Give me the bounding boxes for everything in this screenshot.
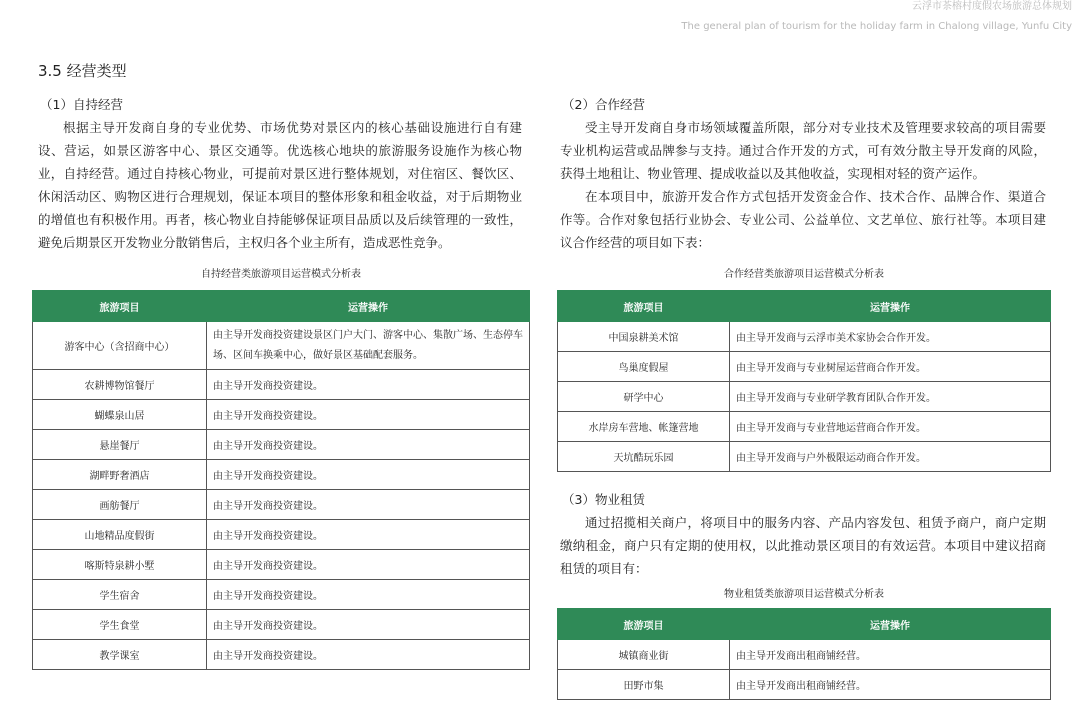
project-name: 鸟巢度假屋 [558,352,730,382]
operation-text: 由主导开发商与云浮市美术家协会合作开发。 [730,322,1051,352]
cooperative-table [557,290,1051,472]
project-name: 学生宿舍 [33,580,207,610]
header-title-cn: 云浮市茶榕村度假农场旅游总体规划 [912,1,1072,12]
operation-text: 由主导开发商投资建设。 [207,400,530,430]
operation-text: 由主导开发商与户外极限运动商合作开发。 [730,442,1051,472]
table-header-project: 旅游项目 [558,609,730,640]
operation-text: 由主导开发商与专业营地运营商合作开发。 [730,412,1051,442]
project-name: 农耕博物馆餐厅 [33,370,207,400]
operation-text: 由主导开发商投资建设。 [207,640,530,670]
operation-text: 由主导开发商出租商铺经营。 [730,640,1051,670]
project-name: 山地精品度假街 [33,520,207,550]
operation-text: 由主导开发商投资建设。 [207,430,530,460]
table-row [558,382,1051,412]
operation-text: 由主导开发商投资建设景区门户大门、游客中心、集散广场、生态停车场、区间车换乘中心，做好景区基础配套服务。 [207,322,530,370]
header-title-en: The general plan of tourism for the holiday farm in Chalong village, Yunfu City [681,21,1072,32]
self-operated-table [32,290,530,670]
table-row [33,430,530,460]
operation-text: 由主导开发商投资建设。 [207,520,530,550]
cooperative-table-caption: 合作经营类旅游项目运营模式分析表 [724,269,884,280]
section-title: 3.5 经营类型 [38,62,127,80]
table-row [33,520,530,550]
project-name: 湖畔野奢酒店 [33,460,207,490]
table-row [558,442,1051,472]
project-name: 城镇商业街 [558,640,730,670]
leasing-table [557,608,1051,700]
self-operated-table-caption: 自持经营类旅游项目运营模式分析表 [201,269,361,280]
cooperative-paragraph-1: 受主导开发商自身市场领域覆盖所限，部分对专业技术及管理要求较高的项目需要专业机构运营或品牌参与支持。通过合作开发的方式，可有效分散主导开发商的风险，获得土地租让、物业管理、提成收益以及其他收益，实现相对轻的资产运作。 [560,120,1046,181]
table-row [33,322,530,370]
operation-text: 由主导开发商投资建设。 [207,550,530,580]
table-row [33,460,530,490]
table-row [33,370,530,400]
operation-text: 由主导开发商投资建设。 [207,460,530,490]
project-name: 游客中心（含招商中心） [33,322,207,370]
leasing-table-caption: 物业租赁类旅游项目运营模式分析表 [724,589,884,600]
operation-text: 由主导开发商投资建设。 [207,490,530,520]
table-row [33,580,530,610]
table-row [558,640,1051,670]
operation-text: 由主导开发商出租商铺经营。 [730,670,1051,700]
table-row [33,640,530,670]
project-name: 研学中心 [558,382,730,412]
cooperative-paragraph-2: 在本项目中，旅游开发合作方式包括开发资金合作、技术合作、品牌合作、渠道合作等。合作对象包括行业协会、专业公司、公益单位、文艺单位、旅行社等。本项目建议合作经营的项目如下表： [560,189,1046,250]
project-name: 教学课室 [33,640,207,670]
project-name: 喀斯特泉耕小墅 [33,550,207,580]
table-header-project: 旅游项目 [558,291,730,322]
project-name: 中国泉耕美术馆 [558,322,730,352]
table-header-project: 旅游项目 [33,291,207,322]
project-name: 学生食堂 [33,610,207,640]
table-row [558,322,1051,352]
project-name: 蝴蝶泉山居 [33,400,207,430]
cooperative-heading: （2）合作经营 [562,97,645,112]
project-name: 画舫餐厅 [33,490,207,520]
self-operated-heading: （1）自持经营 [40,97,123,112]
self-operated-paragraph: 根据主导开发商自身的专业优势、市场优势对景区内的核心基础设施进行自有建设、营运，如景区游客中心、景区交通等。优选核心地块的旅游服务设施作为核心物业，自持经营。通过自持核心物业，可提前对景区进行整体规划，对住宿区、餐饮区、休闲活动区、购物区进行合理规划，保证本项目的整体形象和租金收益，对于后期物业的增值也有积极作用。再者，核心物业自持能够保证项目品质以及后续管理的一致性，避免后期景区开发物业分散销售后，主权归各个业主所有，造成恶性竞争。 [38,120,522,250]
leasing-paragraph: 通过招揽相关商户，将项目中的服务内容、产品内容发包、租赁予商户，商户定期缴纳租金，商户只有定期的使用权，以此推动景区项目的有效运营。本项目中建议招商租赁的项目有： [560,515,1046,576]
project-name: 悬崖餐厅 [33,430,207,460]
document-header [681,0,1072,34]
operation-text: 由主导开发商投资建设。 [207,370,530,400]
operation-text: 由主导开发商与专业树屋运营商合作开发。 [730,352,1051,382]
table-row [33,490,530,520]
table-row [33,550,530,580]
table-row [558,670,1051,700]
operation-text: 由主导开发商投资建设。 [207,580,530,610]
table-row [33,610,530,640]
table-header-operation: 运营操作 [207,291,530,322]
table-row [558,352,1051,382]
table-row [558,412,1051,442]
table-row [33,400,530,430]
table-header-operation: 运营操作 [730,291,1051,322]
operation-text: 由主导开发商投资建设。 [207,610,530,640]
leasing-heading: （3）物业租赁 [562,492,645,507]
project-name: 天坑酷玩乐园 [558,442,730,472]
table-header-operation: 运营操作 [730,609,1051,640]
project-name: 水岸房车营地、帐篷营地 [558,412,730,442]
project-name: 田野市集 [558,670,730,700]
operation-text: 由主导开发商与专业研学教育团队合作开发。 [730,382,1051,412]
